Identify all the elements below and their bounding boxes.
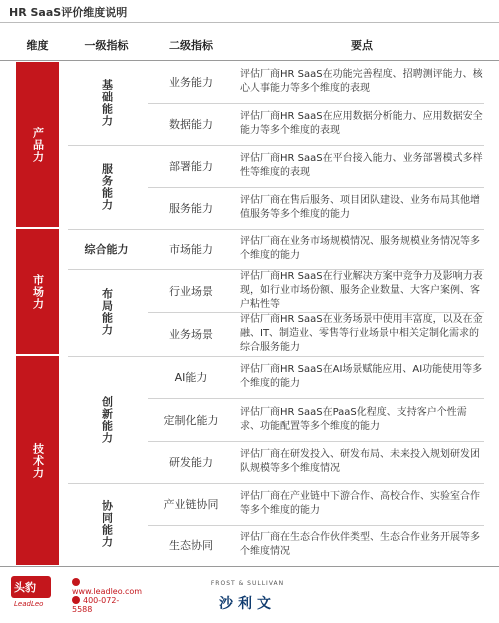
row-divider (148, 103, 484, 104)
point-cell: 评估厂商HR SaaS在行业解决方案中竞争力及影响力表现，如行业市场份额、服务企业数量、大客户案例、客户粘性等 (240, 271, 483, 310)
point-cell: 评估厂商HR SaaS在PaaS化程度、支持客户个性需求、功能配置等多个维度的能力 (240, 406, 467, 432)
row-divider (148, 187, 484, 188)
l2-cell: 业务能力 (169, 76, 213, 89)
row-divider (68, 145, 484, 146)
leadleo-tel (72, 596, 136, 614)
page-title: HR SaaS评价维度说明 (9, 6, 128, 19)
header-l1: 一级指标 (84, 39, 129, 52)
globe-icon (72, 578, 80, 586)
l2-cell: 部署能力 (169, 160, 213, 173)
point-cell: 评估厂商在研发投入、研发布局、未来投入规划研发团队规模等多个维度情况 (240, 449, 480, 474)
row-divider (68, 356, 484, 357)
point-cell: 评估厂商在业务市场规模情况、服务规模业务情况等多个维度的能力 (240, 236, 480, 261)
row-divider (68, 483, 484, 484)
point-cell: 评估厂商HR SaaS在业务场景中使用丰富度，以及在金融、IT、制造业、零售等行业场景中相关定制化需求的综合服务能力 (240, 314, 483, 353)
l2-cell: 行业场景 (169, 285, 213, 298)
l2-cell: 定制化能力 (163, 413, 219, 427)
row-divider (148, 525, 484, 526)
l2-cell: AI能力 (174, 371, 208, 384)
point-cell: 评估厂商HR SaaS在AI场景赋能应用、AI功能使用等多个维度的能力 (240, 364, 483, 389)
leadleo-logo (6, 572, 143, 616)
point-cell: 评估厂商HR SaaS在平台接入能力、业务部署模式多样性等维度的表现 (240, 153, 483, 178)
point-cell: 评估厂商在售后服务、项目团队建设、业务布局其他增值服务等多个维度的能力 (240, 195, 480, 220)
l2-cell: 数据能力 (169, 118, 213, 131)
l2-cell: 研发能力 (169, 456, 213, 469)
row-divider (68, 229, 484, 230)
row-divider (148, 312, 484, 313)
frost-sullivan-en: FROST & SULLIVAN (210, 580, 285, 587)
point-cell: 评估厂商在产业链中下游合作、高校合作、实验室合作等多个维度的能力 (240, 491, 480, 516)
header-divider (0, 60, 499, 61)
leadleo-site (72, 578, 142, 596)
leadleo-en: LeadLeo (14, 600, 44, 608)
dim-product: 产品力 (16, 62, 59, 227)
header-points: 要点 (351, 39, 373, 52)
title-divider (0, 22, 499, 23)
l2-cell: 产业链协同 (163, 498, 219, 511)
dim-tech: 技术力 (16, 356, 59, 565)
l1-innovation: 创新能力 (100, 395, 114, 444)
l2-cell: 市场能力 (169, 243, 213, 256)
site-text: www.leadleo.com (72, 587, 143, 596)
l1-basic: 基础能力 (100, 79, 114, 127)
row-divider (68, 269, 484, 270)
footer-divider (0, 566, 499, 567)
header-dim: 维度 (26, 39, 49, 52)
point-cell: 评估厂商HR SaaS在应用数据分析能力、应用数据安全能力等多个维度的表现 (240, 111, 483, 136)
row-divider (148, 398, 484, 399)
l1-service: 服务能力 (100, 163, 114, 211)
l2-cell: 服务能力 (169, 202, 213, 215)
point-cell: 评估厂商HR SaaS在功能完善程度、招聘测评能力、核心人事能力等多个维度的表现 (240, 69, 483, 94)
tel-text: 400-072-5588 (72, 596, 120, 614)
frost-sullivan-cn: 沙利文 (219, 596, 276, 612)
phone-icon (72, 596, 80, 604)
row-divider (148, 441, 484, 442)
l1-layout: 布局能力 (100, 288, 114, 336)
header-l2: 二级指标 (169, 39, 213, 52)
leadleo-cn: 头豹 (14, 581, 36, 594)
point-cell: 评估厂商在生态合作伙伴类型、生态合作业务开展等多个维度情况 (240, 532, 480, 557)
l2-cell: 生态协同 (169, 539, 213, 552)
dim-market: 市场力 (16, 229, 59, 354)
l1-synergy: 协同能力 (100, 500, 114, 548)
l2-cell: 业务场景 (169, 328, 213, 341)
l1-comprehensive: 综合能力 (84, 243, 129, 256)
